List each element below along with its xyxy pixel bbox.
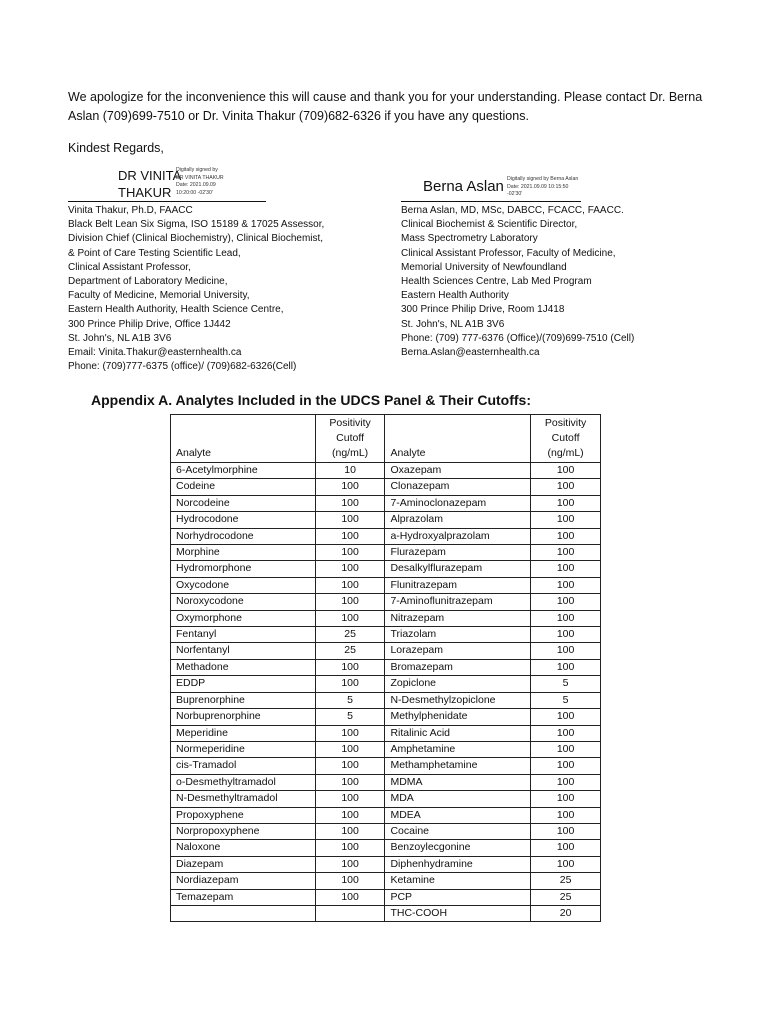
analyte-left: Norcodeine (171, 495, 316, 511)
analyte-left: Nordiazepam (171, 873, 316, 889)
table-row (171, 561, 601, 577)
table-row (171, 495, 601, 511)
intro-paragraph: We apologize for the inconvenience this will cause and thank you for your understanding. Please contact Dr. Berna Aslan (709)699-7510 or Dr. Vinita Thakur (709)682-6326 if you have any questions. (68, 90, 703, 123)
contact-line: Division Chief (Clinical Biochemistry), Clinical Biochemist, (68, 233, 324, 245)
cutoff-right: 100 (531, 840, 601, 856)
analyte-left: Morphine (171, 545, 316, 561)
table-row (171, 610, 601, 626)
analyte-left: Oxymorphone (171, 610, 316, 626)
contact-line: Department of Laboratory Medicine, (68, 276, 228, 288)
cutoff-right: 100 (531, 807, 601, 823)
cutoff-left: 25 (315, 627, 385, 643)
analyte-right: Cocaine (385, 823, 531, 839)
signature-meta-line: Digitally signed by Berna Aslan (507, 176, 579, 182)
analyte-left: Codeine (171, 479, 316, 495)
cutoff-left: 100 (315, 577, 385, 593)
table-row (171, 725, 601, 741)
analyte-right: Lorazepam (385, 643, 531, 659)
signature-meta-line: 10:20:00 -02'30' (176, 189, 213, 196)
contact-line: Clinical Biochemist & Scientific Director, (401, 219, 578, 231)
cutoff-right: 25 (531, 889, 601, 905)
analyte-left: Propoxyphene (171, 807, 316, 823)
analyte-left (171, 905, 316, 921)
analyte-left: Buprenorphine (171, 692, 316, 708)
analyte-right: Triazolam (385, 627, 531, 643)
cutoff-left (315, 905, 385, 921)
table-body (171, 463, 601, 922)
analyte-right: MDEA (385, 807, 531, 823)
cutoff-left: 100 (315, 774, 385, 790)
analyte-right: a-Hydroxyalprazolam (385, 528, 531, 544)
cutoff-left: 100 (315, 807, 385, 823)
table-row (171, 643, 601, 659)
cutoff-left: 5 (315, 692, 385, 708)
cutoff-left: 100 (315, 495, 385, 511)
signature-name-line1: DR VINITA (118, 168, 182, 183)
table-row (171, 528, 601, 544)
analyte-right: 7-Aminoclonazepam (385, 495, 531, 511)
cutoff-right: 100 (531, 725, 601, 741)
analyte-left: 6-Acetylmorphine (171, 463, 316, 479)
table-row (171, 889, 601, 905)
analyte-left: Hydrocodone (171, 512, 316, 528)
analyte-left: Diazepam (171, 856, 316, 872)
analyte-right: Diphenhydramine (385, 856, 531, 872)
header-cutoff-line: (ng/mL) (547, 447, 584, 459)
analyte-left: Normeperidine (171, 741, 316, 757)
signature-meta-line: Date: 2021.09.09 10:15:50 (507, 183, 569, 190)
cutoff-left: 100 (315, 659, 385, 675)
table-row (171, 692, 601, 708)
signature-name: Berna Aslan (423, 178, 504, 195)
contact-line: Eastern Health Authority (401, 290, 509, 302)
analyte-right: Methamphetamine (385, 758, 531, 774)
table-row (171, 709, 601, 725)
table-row (171, 512, 601, 528)
signature-line-thakur (68, 201, 266, 202)
analyte-right: Ritalinic Acid (385, 725, 531, 741)
cutoff-right: 100 (531, 627, 601, 643)
header-cutoff-line: Positivity (329, 417, 371, 429)
analyte-right: Clonazepam (385, 479, 531, 495)
cutoff-right: 5 (531, 692, 601, 708)
table-row (171, 873, 601, 889)
table-row (171, 577, 601, 593)
cutoff-left: 100 (315, 610, 385, 626)
analyte-right: Benzoylecgonine (385, 840, 531, 856)
contact-email: Email: Vinita.Thakur@easternhealth.ca (68, 347, 242, 359)
contact-line: St. John's, NL A1B 3V6 (68, 332, 172, 344)
table-row (171, 905, 601, 921)
contact-email: Berna.Aslan@easternhealth.ca (401, 347, 540, 359)
analyte-left: Oxycodone (171, 577, 316, 593)
analyte-left: Noroxycodone (171, 594, 316, 610)
cutoff-left: 100 (315, 676, 385, 692)
header-analyte: Analyte (171, 415, 316, 463)
analyte-right: Nitrazepam (385, 610, 531, 626)
analyte-right: MDMA (385, 774, 531, 790)
cutoff-left: 100 (315, 545, 385, 561)
signature-aslan (423, 178, 504, 195)
cutoff-right: 5 (531, 676, 601, 692)
contact-line: 300 Prince Philip Drive, Office 1J442 (68, 318, 231, 330)
contact-line: Health Sciences Centre, Lab Med Program (401, 276, 592, 288)
cutoff-left: 100 (315, 528, 385, 544)
table-row (171, 758, 601, 774)
signature-thakur-meta (176, 167, 224, 197)
table-row (171, 627, 601, 643)
header-cutoff (315, 415, 385, 463)
contact-block-thakur (68, 204, 324, 374)
analyte-right: Amphetamine (385, 741, 531, 757)
header-analyte: Analyte (385, 415, 531, 463)
analyte-right: Flunitrazepam (385, 577, 531, 593)
analyte-left: Norfentanyl (171, 643, 316, 659)
cutoff-right: 100 (531, 463, 601, 479)
analyte-left: Fentanyl (171, 627, 316, 643)
table-row (171, 791, 601, 807)
analyte-left: Meperidine (171, 725, 316, 741)
cutoff-left: 5 (315, 709, 385, 725)
cutoff-left: 100 (315, 823, 385, 839)
cutoff-right: 100 (531, 758, 601, 774)
analyte-left: Norbuprenorphine (171, 709, 316, 725)
contact-line: St. John's, NL A1B 3V6 (401, 318, 505, 330)
cutoff-left: 100 (315, 741, 385, 757)
analyte-right: Desalkylflurazepam (385, 561, 531, 577)
cutoff-right: 100 (531, 643, 601, 659)
contact-line: Black Belt Lean Six Sigma, ISO 15189 & 17025 Assessor, (68, 219, 325, 231)
contact-line: Clinical Assistant Professor, Faculty of Medicine, (401, 247, 616, 259)
contact-line: & Point of Care Testing Scientific Lead, (68, 247, 241, 259)
cutoff-left: 100 (315, 479, 385, 495)
analyte-right: Methylphenidate (385, 709, 531, 725)
signature-meta-line: Digitally signed by (176, 167, 218, 173)
closing: Kindest Regards, (68, 141, 164, 155)
signature-meta-line: Date: 2021.09.09 (176, 182, 216, 188)
table-row (171, 807, 601, 823)
cutoff-left: 100 (315, 856, 385, 872)
signature-thakur (118, 167, 181, 201)
cutoff-right: 100 (531, 741, 601, 757)
analyte-left: o-Desmethyltramadol (171, 774, 316, 790)
cutoff-right: 100 (531, 479, 601, 495)
table-row (171, 823, 601, 839)
table-row (171, 463, 601, 479)
cutoff-right: 100 (531, 512, 601, 528)
cutoff-right: 100 (531, 528, 601, 544)
cutoff-right: 100 (531, 577, 601, 593)
signature-line-aslan (401, 201, 581, 202)
analyte-left: Norhydrocodone (171, 528, 316, 544)
signature-meta-line: -02'30' (507, 191, 523, 197)
cutoff-right: 25 (531, 873, 601, 889)
contact-line: Memorial University of Newfoundland (401, 261, 567, 273)
cutoff-left: 100 (315, 561, 385, 577)
table-row (171, 594, 601, 610)
cutoff-right: 100 (531, 709, 601, 725)
cutoff-left: 100 (315, 758, 385, 774)
contact-line: Berna Aslan, MD, MSc, DABCC, FCACC, FAACC. (401, 205, 624, 216)
cutoff-right: 100 (531, 659, 601, 675)
header-cutoff (531, 415, 601, 463)
analyte-left: Norpropoxyphene (171, 823, 316, 839)
table-row (171, 659, 601, 675)
cutoff-left: 10 (315, 463, 385, 479)
cutoff-right: 100 (531, 594, 601, 610)
cutoff-left: 25 (315, 643, 385, 659)
table-row (171, 856, 601, 872)
analyte-right: 7-Aminoflunitrazepam (385, 594, 531, 610)
signature-name-line2: THAKUR (118, 185, 172, 200)
analyte-right: Zopiclone (385, 676, 531, 692)
cutoff-right: 100 (531, 791, 601, 807)
cutoff-right: 100 (531, 545, 601, 561)
analyte-right: Bromazepam (385, 659, 531, 675)
analyte-right: PCP (385, 889, 531, 905)
cutoff-left: 100 (315, 512, 385, 528)
header-cutoff-line: Cutoff (336, 432, 364, 444)
analyte-left: Hydromorphone (171, 561, 316, 577)
analyte-right: Alprazolam (385, 512, 531, 528)
signature-meta-line: DR VINITA THAKUR (176, 174, 224, 181)
cutoff-left: 100 (315, 873, 385, 889)
analyte-left: Methadone (171, 659, 316, 675)
cutoff-left: 100 (315, 725, 385, 741)
analyte-left: cis-Tramadol (171, 758, 316, 774)
analyte-right: MDA (385, 791, 531, 807)
analyte-right: N-Desmethylzopiclone (385, 692, 531, 708)
cutoff-right: 100 (531, 774, 601, 790)
analyte-right: Flurazepam (385, 545, 531, 561)
analyte-right: Oxazepam (385, 463, 531, 479)
cutoff-right: 100 (531, 823, 601, 839)
table-header-row (171, 415, 601, 463)
table-row (171, 479, 601, 495)
table-row (171, 676, 601, 692)
table-row (171, 840, 601, 856)
analyte-left: Temazepam (171, 889, 316, 905)
cutoff-right: 100 (531, 856, 601, 872)
contact-line: Clinical Assistant Professor, (68, 261, 191, 273)
cutoff-left: 100 (315, 889, 385, 905)
contact-phone: Phone: (709)777-6375 (office)/ (709)682-6326(Cell) (68, 361, 297, 373)
header-cutoff-line: Positivity (544, 417, 587, 429)
analyte-right: THC-COOH (385, 905, 531, 921)
contact-line: Vinita Thakur, Ph.D, FAACC (68, 205, 193, 216)
analyte-left: Naloxone (171, 840, 316, 856)
table-row (171, 774, 601, 790)
cutoff-left: 100 (315, 594, 385, 610)
contact-phone: Phone: (709) 777-6376 (Office)/(709)699-7510 (Cell) (401, 332, 635, 344)
cutoff-right: 100 (531, 561, 601, 577)
appendix-heading: Appendix A. Analytes Included in the UDCS Panel & Their Cutoffs: (91, 392, 532, 408)
cutoff-left: 100 (315, 840, 385, 856)
header-cutoff-line: Cutoff (551, 432, 580, 444)
analyte-table (170, 414, 601, 922)
analyte-right: Ketamine (385, 873, 531, 889)
header-cutoff-line: (ng/mL) (331, 447, 369, 459)
analyte-left: EDDP (171, 676, 316, 692)
cutoff-right: 20 (531, 905, 601, 921)
table-row (171, 741, 601, 757)
cutoff-right: 100 (531, 495, 601, 511)
contact-line: 300 Prince Philip Drive, Room 1J418 (401, 304, 565, 316)
contact-line: Faculty of Medicine, Memorial University, (68, 290, 250, 302)
signature-aslan-meta (507, 176, 578, 199)
cutoff-right: 100 (531, 610, 601, 626)
contact-block-aslan (401, 204, 634, 360)
contact-line: Eastern Health Authority, Health Science Centre, (68, 304, 284, 316)
table-row (171, 545, 601, 561)
cutoff-left: 100 (315, 791, 385, 807)
analyte-left: N-Desmethyltramadol (171, 791, 316, 807)
contact-line: Mass Spectrometry Laboratory (401, 233, 538, 245)
